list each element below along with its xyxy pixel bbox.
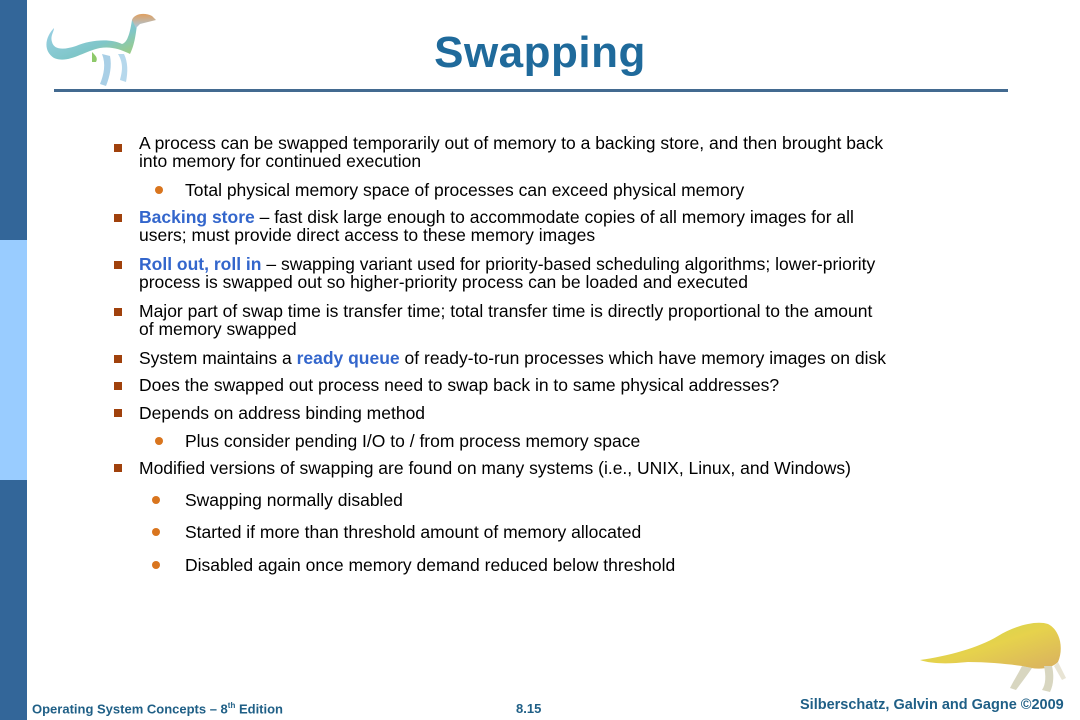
round-bullet-icon — [155, 186, 163, 194]
square-bullet-icon — [114, 409, 122, 417]
square-bullet-icon — [114, 355, 122, 363]
bullet-2 — [139, 208, 1019, 244]
bullet-5-pre: System maintains a — [139, 348, 297, 368]
term-ready-queue: ready queue — [296, 348, 400, 368]
footer-book-text: Operating System Concepts – 8 — [32, 701, 228, 717]
square-bullet-icon — [114, 464, 122, 472]
bullet-8-sub-1: Swapping normally disabled — [185, 490, 403, 510]
square-bullet-icon — [114, 214, 122, 222]
footer-book-sup: th — [227, 701, 236, 710]
term-backing-store: Backing store — [139, 207, 255, 227]
square-bullet-icon — [114, 308, 122, 316]
title-underline — [54, 89, 1008, 92]
footer-copyright: Silberschatz, Galvin and Gagne ©2009 — [800, 697, 1064, 713]
term-roll-out-roll-in: Roll out, roll in — [139, 254, 262, 274]
bullet-3-line-2: process is swapped out so higher-priority process can be loaded and executed — [139, 272, 748, 292]
round-bullet-icon — [152, 496, 160, 504]
side-bar — [0, 0, 27, 720]
slide-title: Swapping — [434, 28, 646, 77]
bullet-4-line-2: of memory swapped — [139, 319, 297, 339]
bullet-5 — [139, 349, 1019, 367]
footer-book-tail: Edition — [235, 701, 284, 717]
bullet-2-line-2: users; must provide direct access to these memory images — [139, 225, 596, 245]
bullet-6: Does the swapped out process need to swap back in to same physical addresses? — [139, 375, 780, 395]
bullet-7-sub-1: Plus consider pending I/O to / from process memory space — [185, 431, 641, 451]
bullet-2-line-1-rest: – fast disk large enough to accommodate copies of all memory images for all — [254, 207, 854, 227]
footer-page-number: 8.15 — [516, 701, 542, 716]
side-bar-light-middle — [0, 240, 27, 480]
bullet-1 — [139, 134, 1019, 170]
bullet-8: Modified versions of swapping are found on many systems (i.e., UNIX, Linux, and Windows) — [139, 458, 851, 478]
round-bullet-icon — [152, 528, 160, 536]
bullet-5-post: of ready-to-run processes which have memory images on disk — [399, 348, 886, 368]
dinosaur-bottom-icon — [918, 618, 1070, 698]
footer-book-title — [32, 701, 283, 716]
square-bullet-icon — [114, 382, 122, 390]
bullet-1-line-1: A process can be swapped temporarily out of memory to a backing store, and then brought back — [139, 133, 884, 153]
bullet-8-sub-3: Disabled again once memory demand reduced below threshold — [185, 555, 676, 575]
bullet-8-sub-2: Started if more than threshold amount of memory allocated — [185, 522, 642, 542]
square-bullet-icon — [114, 144, 122, 152]
round-bullet-icon — [155, 437, 163, 445]
bullet-1-line-2: into memory for continued execution — [139, 151, 422, 171]
bullet-4 — [139, 302, 1019, 338]
round-bullet-icon — [152, 561, 160, 569]
bullet-1-sub-1: Total physical memory space of processes can exceed physical memory — [185, 180, 745, 200]
bullet-4-line-1: Major part of swap time is transfer time; total transfer time is directly proportional to the amount — [139, 301, 873, 321]
square-bullet-icon — [114, 261, 122, 269]
side-bar-dark-bottom — [0, 480, 27, 720]
bullet-3-line-1 — [139, 255, 1019, 273]
bullet-3 — [139, 255, 1019, 291]
bullet-7: Depends on address binding method — [139, 403, 426, 423]
bullet-2-line-1 — [139, 208, 1019, 226]
bullet-3-line-1-rest: – swapping variant used for priority-based scheduling algorithms; lower-priority — [261, 254, 876, 274]
